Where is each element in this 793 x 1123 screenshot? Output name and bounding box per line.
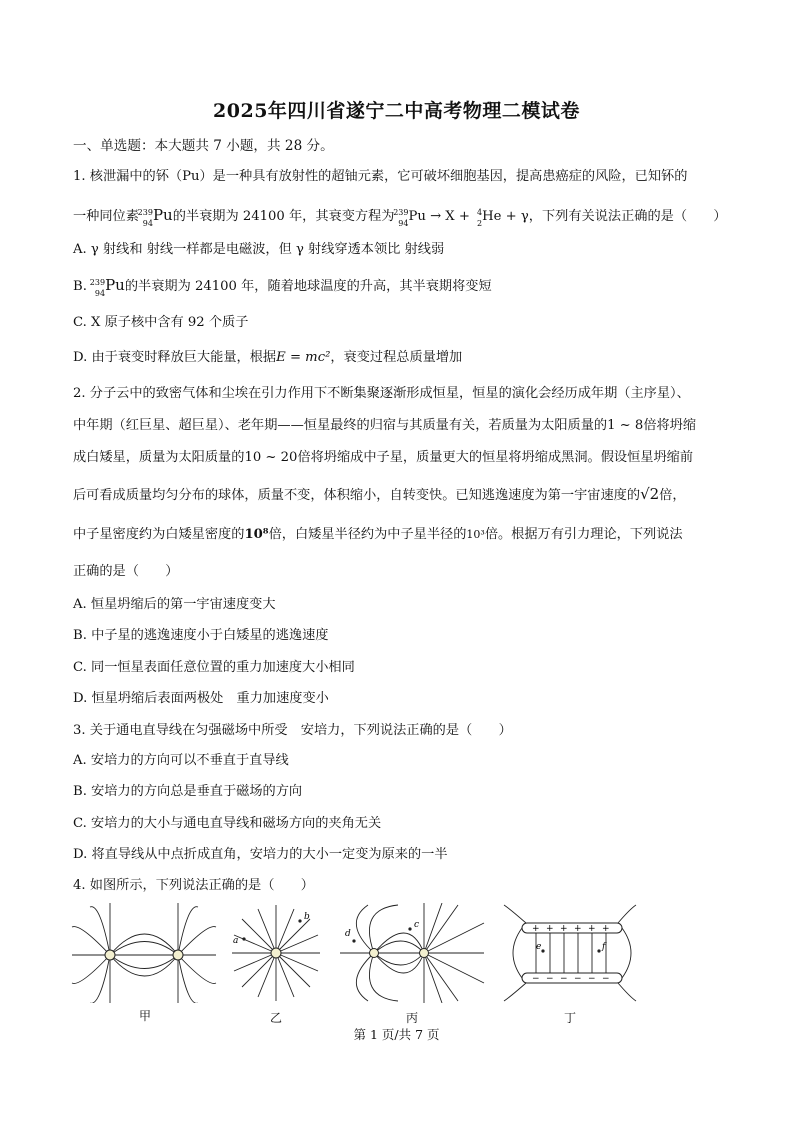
q3-stem: 3. 关于通电直导线在匀强磁场中所受 安培力，下列说法正确的是（ ）	[73, 723, 512, 738]
isotope-notation: 239 94	[393, 208, 409, 228]
svg-text:+: +	[602, 924, 610, 934]
point-label-e: e	[536, 942, 542, 952]
q1-option-a: A. γ 射线和 射线一样都是电磁波，但 γ 射线穿透本领比 射线弱	[73, 242, 445, 257]
density-ratio: 10⁸	[244, 527, 269, 542]
svg-text:−: −	[532, 974, 540, 984]
mass-range: 10 ~ 20	[244, 450, 298, 465]
q2-option-a: A. 恒星坍缩后的第一宇宙速度变大	[73, 597, 276, 612]
point-label-c: c	[414, 920, 420, 930]
q2-option-c: C. 同一恒星表面任意位置的重力加速度大小相同	[73, 660, 355, 675]
q3-option-c: C. 安培力的大小与通电直导线和磁场方向的夹角无关	[73, 816, 382, 831]
q1-option-d	[73, 349, 723, 367]
option-letter: B.	[73, 279, 92, 294]
svg-text:+: +	[560, 924, 568, 934]
section-heading: 一、单选题：本大题共 7 小题，共 28 分。	[73, 138, 334, 154]
svg-text:−: −	[560, 974, 568, 984]
radius-ratio: 10³	[466, 528, 485, 541]
q1-stem-line1: 1. 核泄漏中的钚（Pu）是一种具有放射性的超铀元素，它可破坏细胞基因，提高患癌症的风险，已知钚的	[73, 169, 688, 184]
isotope-notation: 239 94	[137, 208, 153, 228]
page-title: 2025年四川省遂宁二中高考物理二模试卷	[213, 100, 580, 122]
isotope-symbol: Pu	[152, 206, 173, 224]
isotope-symbol: Pu	[408, 209, 426, 224]
q3-option-a: A. 安培力的方向可以不垂直于直导线	[73, 753, 289, 768]
q2-stem-line3: 成白矮星，质量为太阳质量的10 ~ 20倍将坍缩成中子星，质量更大的恒星将坍缩成黑洞。假设恒星坍缩前	[73, 450, 694, 465]
option-text: ，衰变过程总质量增加	[330, 350, 463, 365]
mass-range: 1 ~ 8	[607, 418, 644, 433]
equation-part: → X +	[430, 209, 475, 224]
q1-text: 一种同位素	[73, 209, 139, 224]
isotope-notation: 239 94	[89, 278, 106, 298]
q1-stem-line2	[73, 206, 727, 228]
option-text: D. 由于衰变时释放巨大能量，根据	[73, 350, 277, 365]
point-label-d: d	[345, 929, 351, 939]
electric-field-figures	[70, 903, 670, 1033]
svg-text:−: −	[602, 974, 610, 984]
figure-ding	[500, 903, 640, 1003]
svg-text:+: +	[546, 924, 554, 934]
figure-yi	[230, 903, 322, 1003]
figure-label-bing: 丙	[405, 1011, 418, 1025]
isotope-symbol: Pu	[105, 276, 125, 294]
q1-text: 的半衰期为 24100 年，其衰变方程为	[172, 209, 395, 224]
equation-part: He + γ	[482, 209, 529, 224]
figure-label-ding: 丁	[563, 1011, 576, 1025]
q2-stem-line2: 中年期（红巨星、超巨星）、老年期——恒星最终的归宿与其质量有关，若质量为太阳质量的1 ~ 8倍将坍缩	[73, 418, 697, 433]
sqrt-two: √2	[640, 485, 660, 503]
option-text: 的半衰期为 24100 年，随着地球温度的升高，其半衰期将变短	[124, 279, 492, 294]
q1-option-b	[73, 276, 723, 296]
svg-text:−: −	[588, 974, 596, 984]
figure-label-yi: 乙	[269, 1011, 282, 1025]
svg-text:−: −	[546, 974, 554, 984]
point-label-f: f	[602, 942, 606, 952]
q1-text: ，下列有关说法正确的是（ ）	[528, 209, 727, 224]
q2-stem-line4: 后可看成质量均匀分布的球体，质量不变，体积缩小，自转变快。已知逃逸速度为第一宇宙速度的√2倍，	[73, 485, 686, 503]
q3-option-b: B. 安培力的方向总是垂直于磁场的方向	[73, 784, 303, 799]
page-footer: 第 1 页/共 7 页	[353, 1027, 440, 1042]
svg-text:+: +	[588, 924, 596, 934]
q2-stem-line1: 2. 分子云中的致密气体和尘埃在引力作用下不断集聚逐渐形成恒星，恒星的演化会经历成年期（主序星）、	[73, 386, 690, 401]
point-label-a: a	[233, 936, 239, 946]
figure-jia	[70, 903, 218, 1003]
q2-option-d: D. 恒星坍缩后表面两极处 重力加速度变小	[73, 691, 329, 706]
isotope-notation: 4 2	[477, 208, 483, 228]
mass-energy-equation: E = mc²	[276, 350, 331, 365]
q3-option-d: D. 将直导线从中点折成直角，安培力的大小一定变为原来的一半	[73, 847, 448, 862]
figure-label-jia: 甲	[138, 1009, 151, 1023]
svg-text:+: +	[574, 924, 582, 934]
q2-stem-line5: 中子星密度约为白矮星密度的10⁸倍，白矮星半径约为中子星半径的10³倍。根据万有引力理论，下列说法	[73, 527, 683, 542]
svg-text:−: −	[574, 974, 582, 984]
q2-stem-line6: 正确的是（ ）	[73, 564, 179, 579]
point-label-b: b	[304, 912, 310, 922]
q1-option-c: C. X 原子核中含有 92 个质子	[73, 315, 249, 330]
q2-option-b: B. 中子星的逃逸速度小于白矮星的逃逸速度	[73, 628, 329, 643]
figure-bing	[338, 903, 486, 1003]
svg-text:+: +	[532, 924, 540, 934]
q4-stem: 4. 如图所示，下列说法正确的是（ ）	[73, 878, 314, 893]
